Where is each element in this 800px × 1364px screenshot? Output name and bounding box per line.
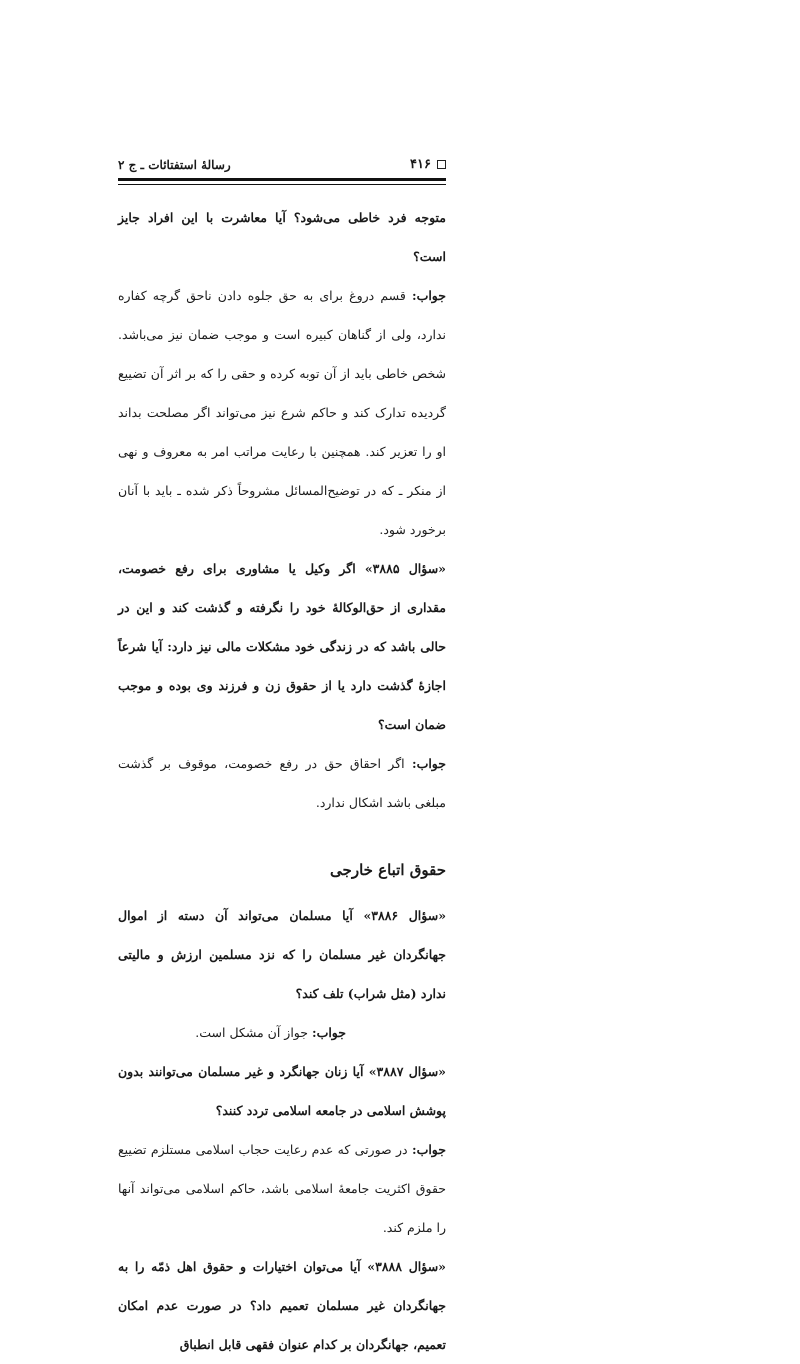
- header-rule-thick: [118, 178, 446, 181]
- square-bullet-icon: [437, 160, 446, 169]
- answer-text: جواز آن مشکل است.: [195, 1025, 312, 1040]
- section-heading: حقوق اتباع خارجی: [330, 861, 446, 879]
- question-3886: «سؤال ۳۸۸۶» آیا مسلمان می‌تواند آن دسته از اموال جهانگردان غیر مسلمان را که نزد مسلمین ارزش و مالیتی ندارد (مثل شراب) تلف کند؟: [118, 908, 447, 1001]
- answer-text: قسم دروغ برای به حق جلوه دادن ناحق گرچه کفاره ندارد، ولی از گناهان کبیره است و موجب ضمان نیز می‌باشد. شخص خاطی باید از آن توبه کرده و حقی را که بر اثر آن تضییع گردیده تدارک کند و حاکم شرع نیز می‌تواند اگر مصلحت بداند او را تعزیر کند. همچنین با رعایت مراتب امر به معروف و نهی از منکر ـ که در توضیح‌المسائل مشروحاً ذکر شده ـ باید با آنان برخورد شود.: [118, 288, 446, 537]
- page-header: [118, 150, 446, 172]
- answer-3887: [118, 1130, 446, 1247]
- answer-text: اگر احقاق حق در رفع خصومت، موقوف بر گذشت مبلغی باشد اشکال ندارد.: [118, 756, 446, 810]
- page-number: ۴۱۶: [410, 157, 431, 172]
- answer-paragraph: [118, 276, 446, 549]
- question-continuation: متوجه فرد خاطی می‌شود؟ آیا معاشرت با این افراد جایز است؟: [118, 210, 446, 264]
- answer-3885: [118, 744, 446, 822]
- answer-label: جواب:: [411, 1142, 446, 1157]
- header-rule-thin: [118, 184, 446, 185]
- answer-text: در صورتی که عدم رعایت حجاب اسلامی مستلزم تضییع حقوق اکثریت جامعهٔ اسلامی باشد، حاکم اسلامی می‌تواند آنها را ملزم کند.: [118, 1142, 446, 1235]
- answer-label: جواب:: [411, 756, 446, 771]
- book-title: رسالهٔ استفتائات ـ ج ۲: [118, 158, 231, 172]
- answer-label: جواب:: [311, 1025, 346, 1040]
- page-number-group: [410, 157, 446, 172]
- question-3888: «سؤال ۳۸۸۸» آیا می‌توان اختیارات و حقوق اهل ذمّه را به جهانگردان غیر مسلمان تعمیم داد؟ در صورت عدم امکان تعمیم، جهانگردان بر کدام عنوان فقهی قابل انطباق: [118, 1259, 446, 1352]
- answer-label: جواب:: [411, 288, 446, 303]
- page-body: [118, 198, 446, 1364]
- question-3885: «سؤال ۳۸۸۵» اگر وکیل یا مشاوری برای رفع خصومت، مقداری از حق‌الوکالهٔ خود را نگرفته و گذشت کند و این در حالی باشد که در زندگی خود مشکلات مالی نیز دارد: آیا شرعاً اجازهٔ گذشت دارد یا از حقوق زن و فرزند وی بوده و موجب ضمان است؟: [118, 561, 446, 732]
- question-3887: «سؤال ۳۸۸۷» آیا زنان جهانگرد و غیر مسلمان می‌توانند بدون پوشش اسلامی در جامعه اسلامی تردد کنند؟: [118, 1064, 446, 1118]
- document-page: [118, 0, 447, 1352]
- answer-3886: [118, 1013, 446, 1052]
